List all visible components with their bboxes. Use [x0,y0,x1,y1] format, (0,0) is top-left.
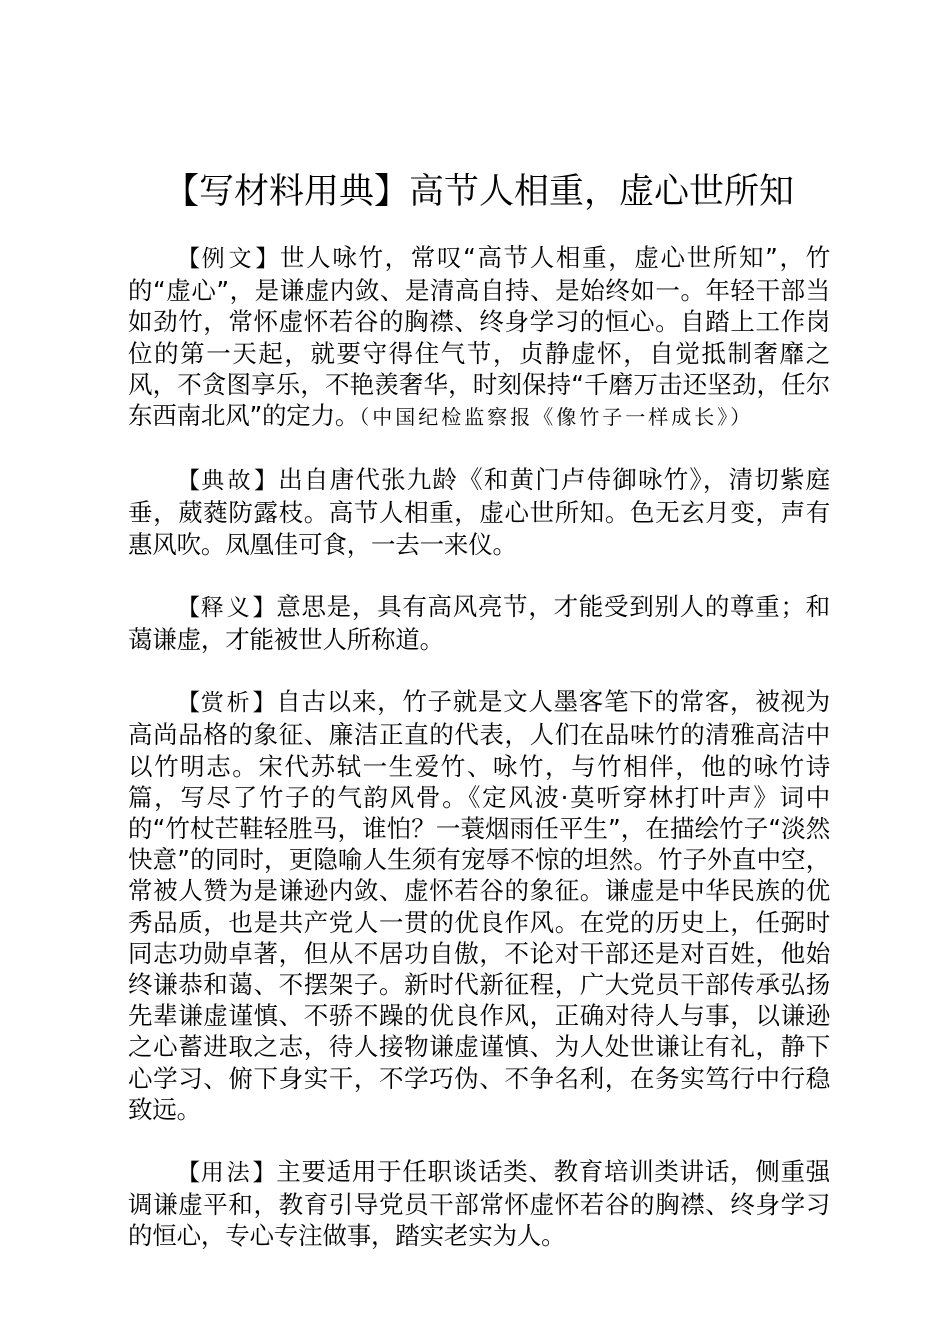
section-tag: 【典故】 [177,468,279,495]
section-text: 出自唐代张九龄《和黄门卢侍御咏竹》，清切紫庭垂，葳蕤防露枝。高节人相重，虚心世所知。色无玄月变，声有惠风吹。凤凰佳可食，一去一来仪。 [128,465,830,559]
document-title: 【写材料用典】高节人相重，虚心世所知 [163,172,794,212]
section-appreciation [128,686,830,1125]
section-source: （中国纪检监察报《像竹子一样成长》） [359,405,754,430]
section-tag: 【释义】 [177,594,277,621]
section-text: 意思是，具有高风亮节，才能受到别人的尊重；和蔼谦虚，才能被世人所称道。 [128,591,830,655]
section-text: 世人咏竹，常叹“高节人相重，虚心世所知”，竹的“虚心”，是谦虚内敛、是清高自持、是始终如一。年轻干部当如劲竹，常怀虚怀若谷的胸襟、终身学习的恒心。自踏上工作岗位的第一天起，就要守得住气节，贞静虚怀，自觉抵制奢靡之风，不贪图享乐，不艳羡奢华，时刻保持“千磨万击还坚劲，任尔东西南北风”的定力。 [128,243,830,431]
section-text: 主要适用于任职谈话类、教育培训类讲话，侧重强调谦虚平和，教育引导党员干部常怀虚怀若谷的胸襟、终身学习的恒心，专心专注做事，踏实老实为人。 [128,1157,830,1251]
section-tag: 【例文】 [177,246,281,272]
section-tag: 【用法】 [177,1160,277,1187]
section-text: 自古以来，竹子就是文人墨客笔下的常客，被视为高尚品格的象征、廉洁正直的代表，人们在品味竹的清雅高洁中以竹明志。宋代苏轼一生爱竹、咏竹，与竹相伴，他的咏竹诗篇，写尽了竹子的气韵风骨。《定风波·莫听穿林打叶声》词中的“竹杖芒鞋轻胜马，谁怕？一蓑烟雨任平生”，在描绘竹子“淡然快意”的同时，更隐喻人生须有宠辱不惊的坦然。竹子外直中空，常被人赞为是谦逊内敛、虚怀若谷的象征。谦虚是中华民族的优秀品质，也是共产党人一贯的优良作风。在党的历史上，任弼时同志功勋卓著，但从不居功自傲，不论对干部还是对百姓，他始终谦恭和蔼、不摆架子。新时代新征程，广大党员干部传承弘扬先辈谦虚谨慎、不骄不躁的优良作风，正确对待人与事，以谦逊之心蓄进取之志，待人接物谦虚谨慎、为人处世谦让有礼，静下心学习、俯下身实干，不学巧伪、不争名利，在务实笃行中行稳致远。 [128,687,830,1124]
section-example [128,242,830,433]
section-meaning [128,591,830,655]
section-usage [128,1156,830,1252]
section-allusion [128,464,830,560]
document-page [128,168,830,1283]
section-tag: 【赏析】 [177,690,277,717]
